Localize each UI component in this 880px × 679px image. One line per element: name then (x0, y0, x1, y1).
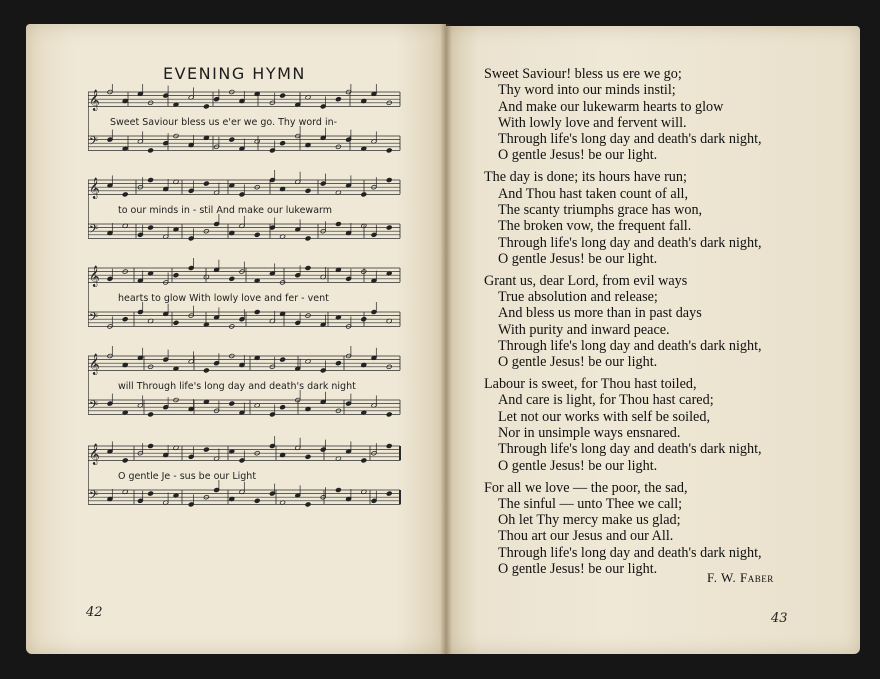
lyric-row: O gentle Je - sus be our Light (118, 471, 257, 482)
poem-line: The scanty triumphs grace has won, (498, 201, 703, 218)
poem-line: Through life's long day and death's dark night, (498, 337, 762, 354)
book-gutter (440, 24, 452, 654)
poem-line: Through life's long day and death's dark night, (498, 544, 762, 561)
poem-line: The sinful — unto Thee we call; (498, 495, 683, 512)
poem-line: O gentle Jesus! be our light. (498, 354, 658, 371)
music-system (88, 258, 400, 329)
poem-line: Through life's long day and death's dark night, (498, 131, 762, 148)
poem-line: Nor in unsimple ways ensnared. (498, 425, 681, 442)
poem-line: Oh let Thy mercy make us glad; (498, 512, 681, 529)
poem-line: Grant us, dear Lord, from evil ways (484, 272, 688, 289)
poem-line: For all we love — the poor, the sad, (484, 479, 688, 496)
svg-text:𝄞: 𝄞 (89, 178, 100, 199)
svg-text:𝄞: 𝄞 (89, 354, 100, 375)
poem-line: Thou art our Jesus and our All. (498, 528, 674, 545)
svg-text:𝄞: 𝄞 (89, 266, 100, 287)
poem-line: True absolution and release; (498, 289, 658, 306)
svg-text:𝄢: 𝄢 (89, 311, 99, 327)
author-name: F. W. Faber (707, 570, 774, 585)
poem-line: O gentle Jesus! be our light. (498, 250, 658, 267)
stanza (484, 376, 814, 474)
svg-text:𝄢: 𝄢 (89, 489, 99, 505)
poem-line: And care is light, for Thou hast cared; (498, 392, 714, 409)
poem-line: O gentle Jesus! be our light. (498, 147, 658, 164)
lyric-row: to our minds in - stil And make our lukewarm (118, 205, 333, 216)
music-system (88, 436, 400, 507)
poem-line: Labour is sweet, for Thou hast toiled, (484, 376, 697, 393)
poem-line: O gentle Jesus! be our light. (498, 457, 658, 474)
poem-line: With purity and inward peace. (498, 321, 670, 338)
music-system (88, 84, 400, 153)
lyric-row: Sweet Saviour bless us e'er we go. Thy word in- (110, 117, 338, 128)
poem-line: And make our lukewarm hearts to glow (498, 98, 724, 115)
poem-line: Through life's long day and death's dark night, (498, 234, 762, 251)
poem-text (484, 66, 814, 583)
sheet-music (88, 84, 408, 520)
author-credit (707, 570, 774, 586)
svg-text:𝄢: 𝄢 (89, 223, 99, 239)
poem-line: With lowly love and fervent will. (498, 114, 687, 131)
svg-text:𝄞: 𝄞 (89, 444, 100, 465)
music-system (88, 170, 400, 241)
page-number-left: 42 (86, 605, 103, 620)
poem-line: Let not our works with self be soiled, (498, 408, 710, 425)
music-system (88, 346, 400, 417)
poem-line: The broken vow, the frequent fall. (498, 218, 692, 235)
svg-text:𝄢: 𝄢 (89, 135, 99, 151)
svg-text:𝄢: 𝄢 (89, 399, 99, 415)
stanza (484, 273, 814, 371)
poem-line: O gentle Jesus! be our light. (498, 560, 658, 577)
poem-line: And bless us more than in past days (498, 305, 702, 322)
poem-line: And Thou hast taken count of all, (498, 185, 689, 202)
poem-line: Through life's long day and death's dark night, (498, 441, 762, 458)
stanza (484, 66, 814, 164)
poem-line: The day is done; its hours have run; (484, 169, 687, 186)
poem-line: Sweet Saviour! bless us ere we go; (484, 66, 682, 82)
stanza (484, 169, 814, 267)
svg-text:𝄞: 𝄞 (89, 90, 100, 111)
lyric-row: will Through life's long day and death's dark night (118, 381, 356, 392)
page-number-right: 43 (771, 611, 788, 626)
stanza (484, 480, 814, 578)
hymn-title: EVENING HYMN (163, 64, 306, 83)
lyric-row: hearts to glow With lowly love and fer - vent (118, 293, 329, 304)
poem-line: Thy word into our minds instil; (498, 82, 676, 99)
